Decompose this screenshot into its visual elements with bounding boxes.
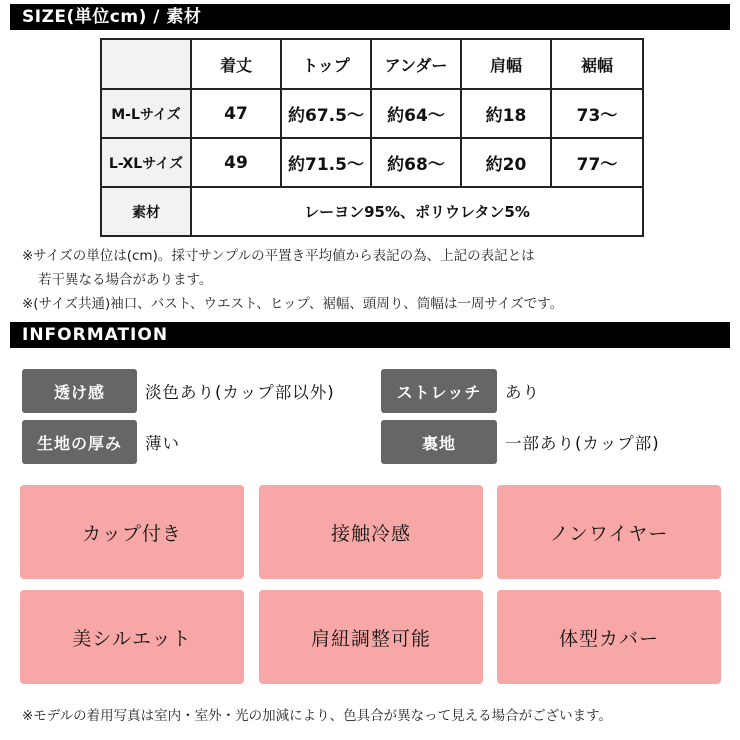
size-table-corner-cell	[101, 39, 191, 89]
column-header-under: アンダー	[371, 39, 461, 89]
common-size-note: ※(サイズ共通)袖口、バスト、ウエスト、ヒップ、裾幅、頭周り、筒幅は一周サイズです。	[22, 296, 564, 312]
stretch-tag: ストレッチ	[381, 369, 497, 413]
column-header-top: トップ	[281, 39, 371, 89]
thickness-value: 薄い	[145, 434, 180, 453]
table-cell: 約18	[461, 89, 551, 138]
table-cell: 約71.5〜	[281, 138, 371, 187]
material-row	[101, 187, 643, 236]
table-cell: 約64〜	[371, 89, 461, 138]
table-cell: 47	[191, 89, 281, 138]
unit-note-line1: ※サイズの単位は(cm)。採寸サンプルの平置き平均値から表記の為、上記の表記とは	[22, 248, 535, 264]
feature-body-cover: 体型カバー	[497, 590, 721, 684]
lining-tag: 裏地	[381, 420, 497, 464]
lining-value: 一部あり(カップ部)	[505, 434, 660, 453]
table-cell: 77〜	[551, 138, 643, 187]
feature-adjustable-strap: 肩紐調整可能	[259, 590, 483, 684]
feature-silhouette: 美シルエット	[20, 590, 244, 684]
size-table-header-row	[101, 39, 643, 89]
size-table	[100, 38, 644, 237]
stretch-value: あり	[505, 383, 540, 402]
column-header-shoulder: 肩幅	[461, 39, 551, 89]
table-cell: 73〜	[551, 89, 643, 138]
sheerness-value: 淡色あり(カップ部以外)	[145, 383, 335, 402]
column-header-hem: 裾幅	[551, 39, 643, 89]
table-cell: 49	[191, 138, 281, 187]
size-section-header: SIZE(単位cm) / 素材	[10, 4, 730, 30]
information-section-header: INFORMATION	[10, 322, 730, 348]
unit-note-line2: 若干異なる場合があります。	[38, 272, 213, 288]
material-value: レーヨン95%、ポリウレタン5%	[191, 187, 643, 236]
feature-non-wire: ノンワイヤー	[497, 485, 721, 579]
feature-cool-touch: 接触冷感	[259, 485, 483, 579]
photo-color-note: ※モデルの着用写真は室内・室外・光の加減により、色具合が異なって見える場合がございます。	[22, 708, 613, 724]
feature-cup: カップ付き	[20, 485, 244, 579]
row-header-material: 素材	[101, 187, 191, 236]
row-header-l-xl: L-XLサイズ	[101, 138, 191, 187]
column-header-length: 着丈	[191, 39, 281, 89]
table-row	[101, 138, 643, 187]
thickness-tag: 生地の厚み	[22, 420, 137, 464]
table-cell: 約67.5〜	[281, 89, 371, 138]
row-header-m-l: M-Lサイズ	[101, 89, 191, 138]
table-cell: 約68〜	[371, 138, 461, 187]
table-cell: 約20	[461, 138, 551, 187]
sheerness-tag: 透け感	[22, 369, 137, 413]
table-row	[101, 89, 643, 138]
